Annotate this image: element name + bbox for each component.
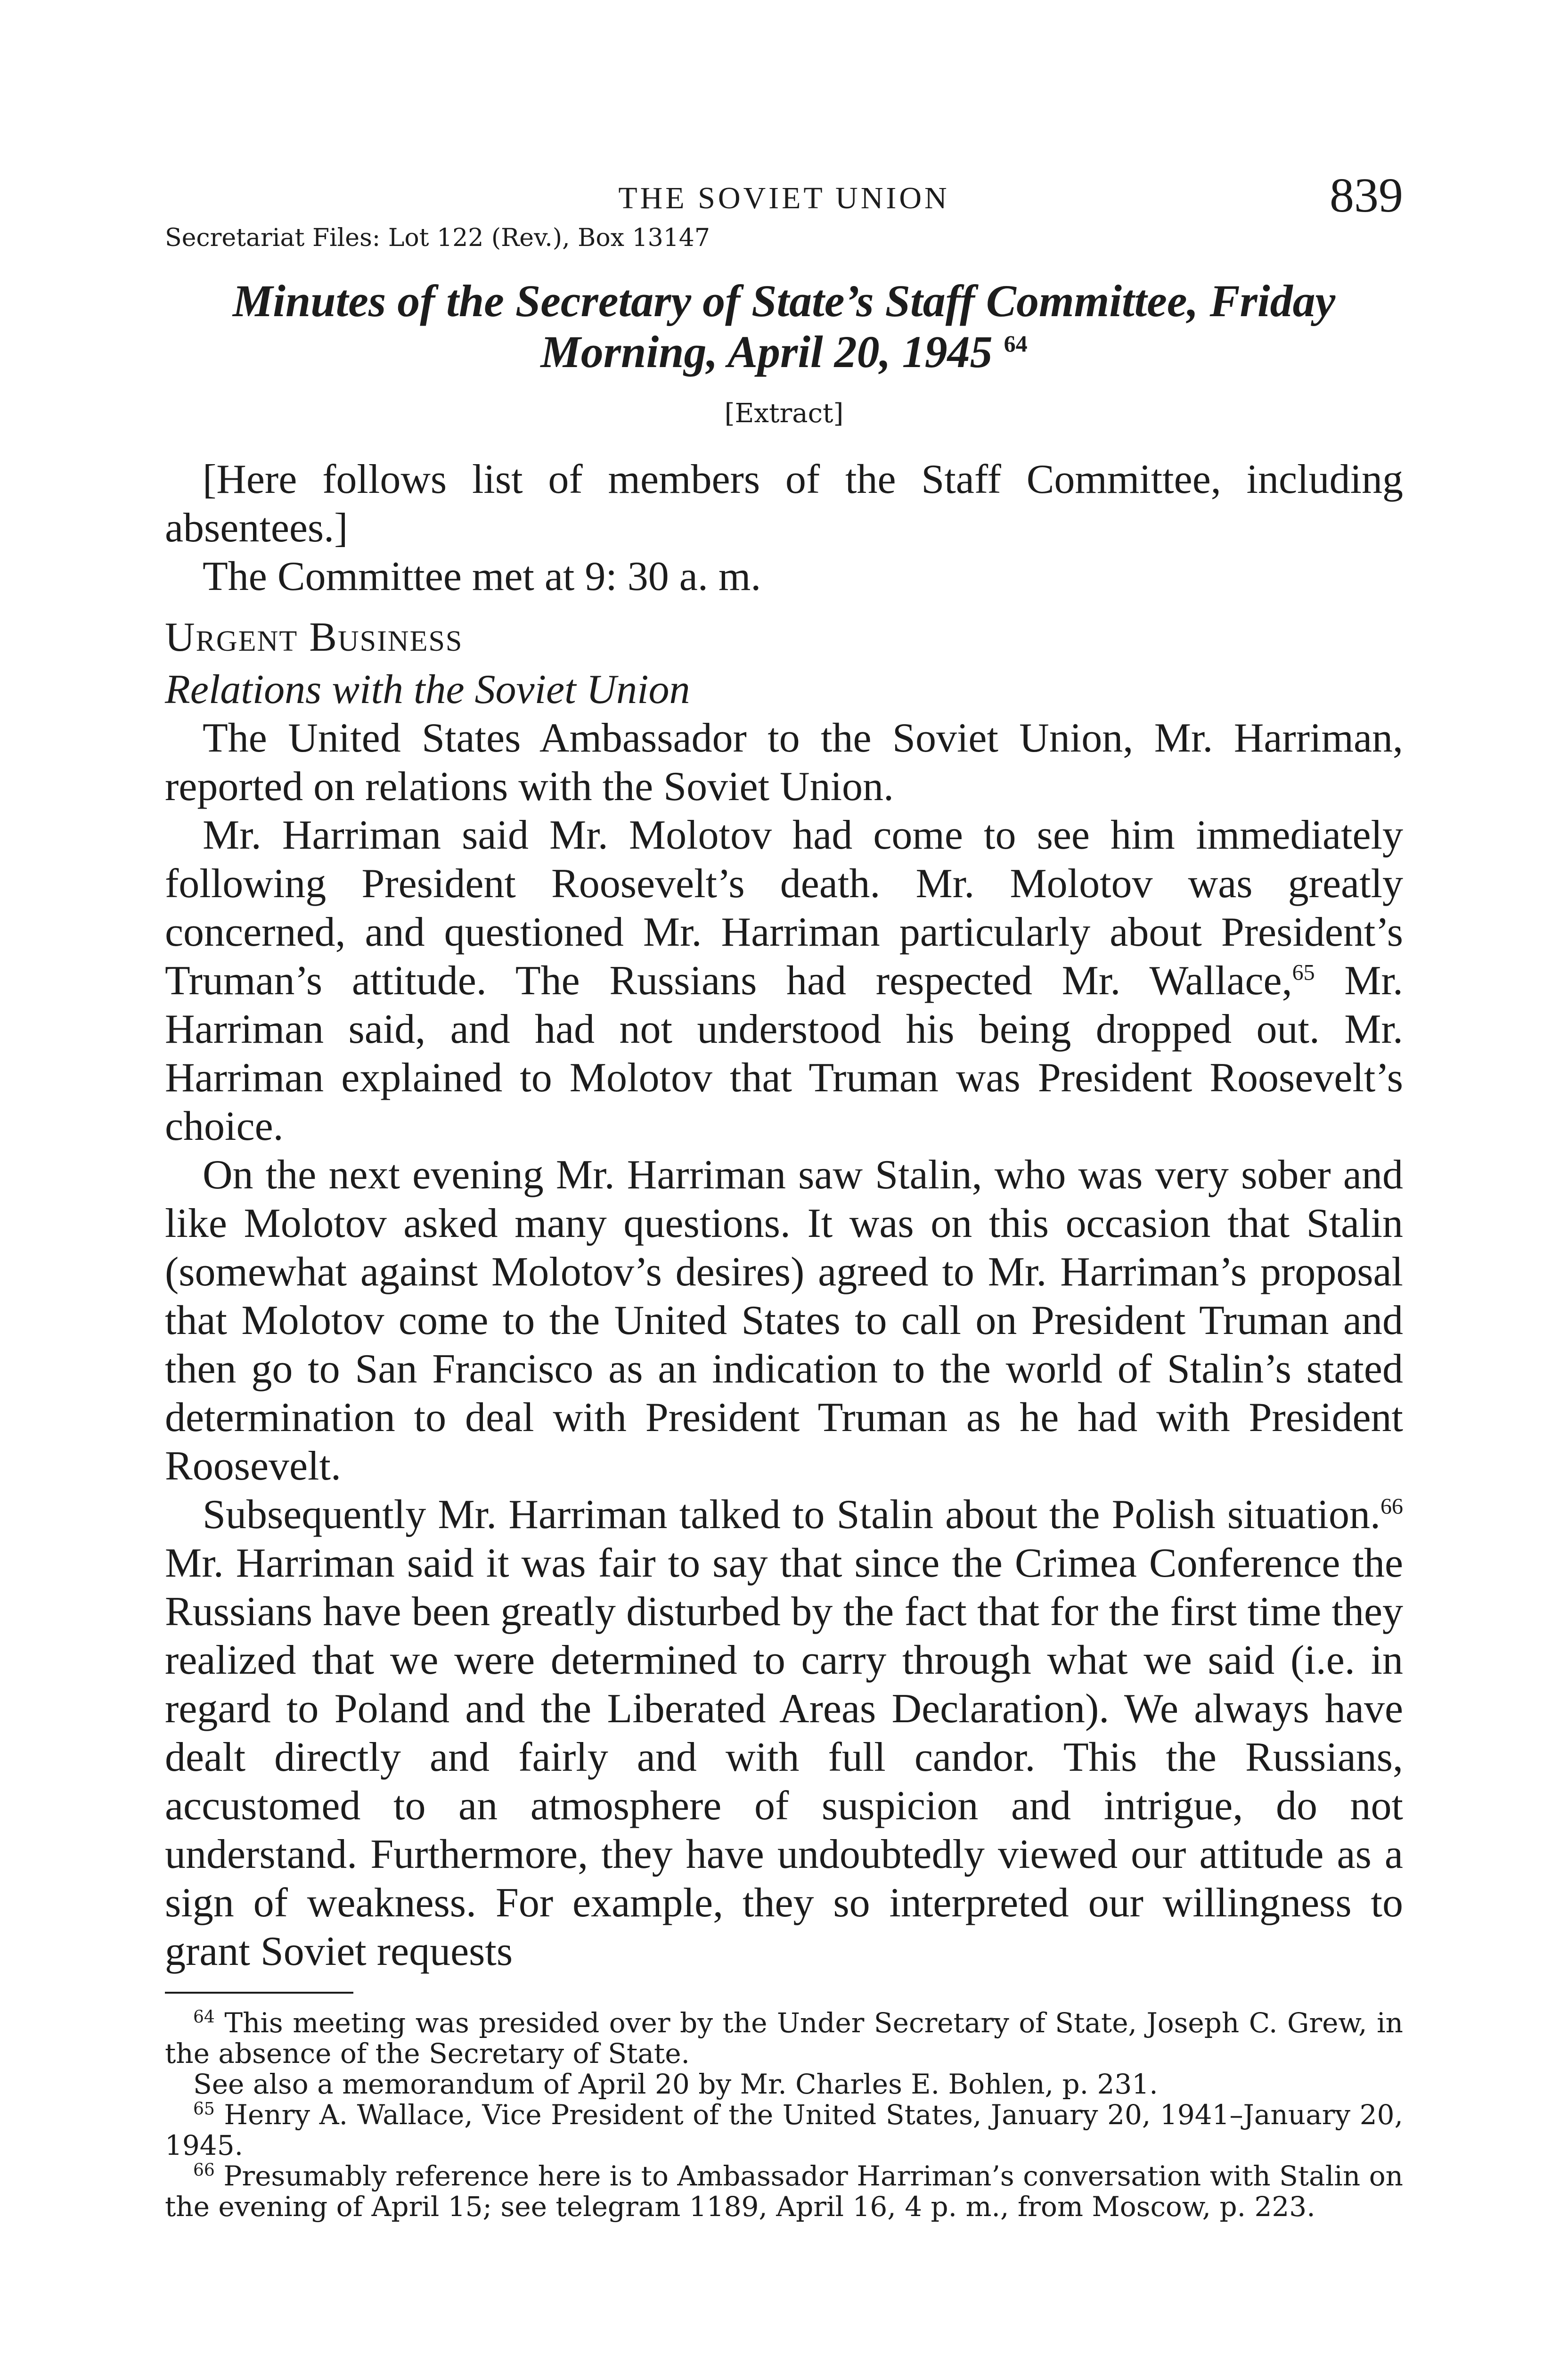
document-page — [165, 167, 1403, 2222]
footnote — [165, 2100, 1403, 2161]
footnotes — [165, 2008, 1403, 2222]
footnote-ref: 65 — [1292, 960, 1315, 985]
footnote-text: Henry A. Wallace, Vice President of the United States, January 20, 1941–January 20, 1945. — [165, 2099, 1403, 2161]
paragraph — [165, 1490, 1403, 1976]
extract-label: [Extract] — [724, 398, 844, 429]
page-number: 839 — [1330, 168, 1403, 222]
footnote-number: 64 — [193, 2007, 215, 2027]
footnote-text: See also a memorandum of April 20 by Mr. Charles E. Bohlen, p. 231. — [193, 2068, 1158, 2100]
paragraph: The United States Ambassador to the Soviet Union, Mr. Harriman, reported on relations with the Soviet Union. — [165, 715, 1403, 810]
document-title — [165, 276, 1403, 377]
sub-heading: Relations with the Soviet Union — [165, 667, 690, 712]
footnote-divider — [165, 1992, 353, 1994]
footnote-text: Presumably reference here is to Ambassador Harriman’s conversation with Stalin on the evening of April 15; see telegram 1189, April 16, 4 p. m., from Moscow, p. 223. — [165, 2160, 1404, 2223]
paragraph — [165, 811, 1403, 1151]
page-header — [165, 167, 1403, 224]
footnote-number: 66 — [193, 2160, 215, 2180]
footnote — [165, 2161, 1403, 2222]
footnote — [165, 2008, 1403, 2069]
document-body — [165, 455, 1403, 1976]
section-heading: Urgent Business — [165, 614, 463, 660]
paragraph-text: Mr. Harriman said it was fair to say that since the Crimea Conference the Russians have been greatly disturbed by the fact that for the first time they realized that we were determined to carry through what we said (i.e. in regard to Poland and the Liberated Areas Declaration). We always have dealt directly and fairly and with full candor. This the Russians, accustomed to an atmosphere of suspicion and intrigue, do not understand. Furthermore, they have undoubtedly viewed our attitude as a sign of weakness. For example, they so interpreted our willingness to grant Soviet requests — [165, 1540, 1403, 1974]
paragraph: The Committee met at 9: 30 a. m. — [203, 554, 761, 599]
running-head: THE SOVIET UNION — [618, 181, 950, 215]
footnote-ref: 64 — [1004, 330, 1028, 357]
paragraph: [Here follows list of members of the Staff Committee, including absentees.] — [165, 457, 1403, 551]
source-citation: Secretariat Files: Lot 122 (Rev.), Box 13147 — [165, 224, 710, 252]
paragraph-text: Mr. Harriman said Mr. Molotov had come to see him immediately following President Roosevelt’s death. Mr. Molotov was greatly concerned, and questioned Mr. Harriman particularly about President’s Truman’s attitude. The Russians had respected Mr. Wallace, — [165, 812, 1403, 1004]
footnote-number: 65 — [193, 2099, 215, 2119]
paragraph-text: Mr. Harriman said, and had not understood his being dropped out. Mr. Harriman explained to Molotov that Truman was President Roosevelt’s choice. — [165, 958, 1403, 1149]
paragraph-text: Subsequently Mr. Harriman talked to Stalin about the Polish situation. — [203, 1492, 1380, 1538]
document-title-text: Minutes of the Secretary of State’s Staff Committee, Friday Morning, April 20, 1945 — [232, 276, 1336, 377]
footnote-text: This meeting was presided over by the Under Secretary of State, Joseph C. Grew, in the absence of the Secretary of State. — [165, 2007, 1404, 2070]
footnote-ref: 66 — [1380, 1494, 1403, 1519]
paragraph: On the next evening Mr. Harriman saw Stalin, who was very sober and like Molotov asked many questions. It was on this occasion that Stalin (somewhat against Molotov’s desires) agreed to Mr. Harriman’s proposal that Molotov come to the United States to call on President Truman and then go to San Francisco as an indication to the world of Stalin’s stated determination to deal with President Truman as he had with President Roosevelt. — [165, 1152, 1403, 1489]
footnote — [165, 2069, 1403, 2100]
